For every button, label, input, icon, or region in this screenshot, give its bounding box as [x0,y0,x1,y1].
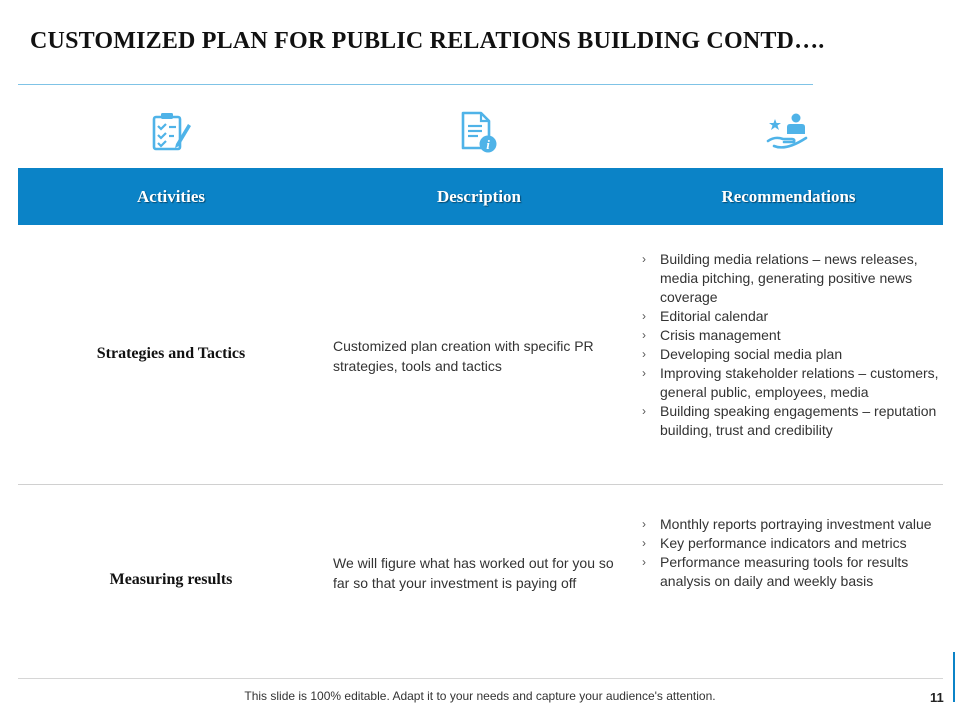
list-item [640,534,940,553]
recommendations-list [640,515,940,591]
chevron-right-icon: › [642,252,646,266]
chevron-right-icon: › [642,404,646,418]
list-item [640,307,940,326]
list-item [640,364,940,402]
hand-star-person-icon [766,110,810,152]
chevron-right-icon: › [642,536,646,550]
chevron-right-icon: › [642,309,646,323]
footer-divider [18,678,943,679]
list-item [640,402,940,440]
page-number-accent [953,652,955,702]
chevron-right-icon: › [642,328,646,342]
document-info-icon [458,110,500,154]
chevron-right-icon: › [642,517,646,531]
list-item [640,345,940,364]
activity-cell: Measuring results [109,571,233,588]
title-divider [18,84,813,85]
table-header [18,168,943,225]
description-cell: Customized plan creation with specific PR strategies, tools and tactics [333,338,594,374]
page-number: 11 [930,690,944,705]
recommendation-text: Editorial calendar [660,308,769,324]
svg-text:i: i [486,137,490,152]
chevron-right-icon: › [642,347,646,361]
list-item [640,553,940,591]
recommendation-text: Developing social media plan [660,346,843,362]
list-item [640,326,940,345]
checklist-icon [150,110,192,152]
header-activities: Activities [137,187,205,206]
recommendations-list [640,250,940,440]
recommendation-text: Key performance indicators and metrics [660,535,907,551]
recommendation-text: Building speaking engagements – reputation building, trust and credibility [660,403,937,438]
recommendation-text: Crisis management [660,327,781,343]
activity-cell: Strategies and Tactics [96,345,246,362]
chevron-right-icon: › [642,555,646,569]
chevron-right-icon: › [642,366,646,380]
row-divider [18,484,943,485]
recommendation-text: Building media relations – news releases, media pitching, generating positive news coverage [660,251,918,305]
header-recommendations: Recommendations [721,187,856,206]
footer-note: This slide is 100% editable. Adapt it to your needs and capture your audience's attention. [244,689,716,703]
list-item [640,515,940,534]
slide-title: CUSTOMIZED PLAN FOR PUBLIC RELATIONS BUILDING CONTD…. [30,28,825,54]
description-cell: We will figure what has worked out for you so far so that your investment is paying off [333,555,614,591]
recommendation-text: Improving stakeholder relations – customers, general public, employees, media [660,365,939,400]
recommendation-text: Performance measuring tools for results analysis on daily and weekly basis [660,554,909,589]
list-item [640,250,940,307]
recommendation-text: Monthly reports portraying investment value [660,516,932,532]
header-description: Description [436,187,522,206]
